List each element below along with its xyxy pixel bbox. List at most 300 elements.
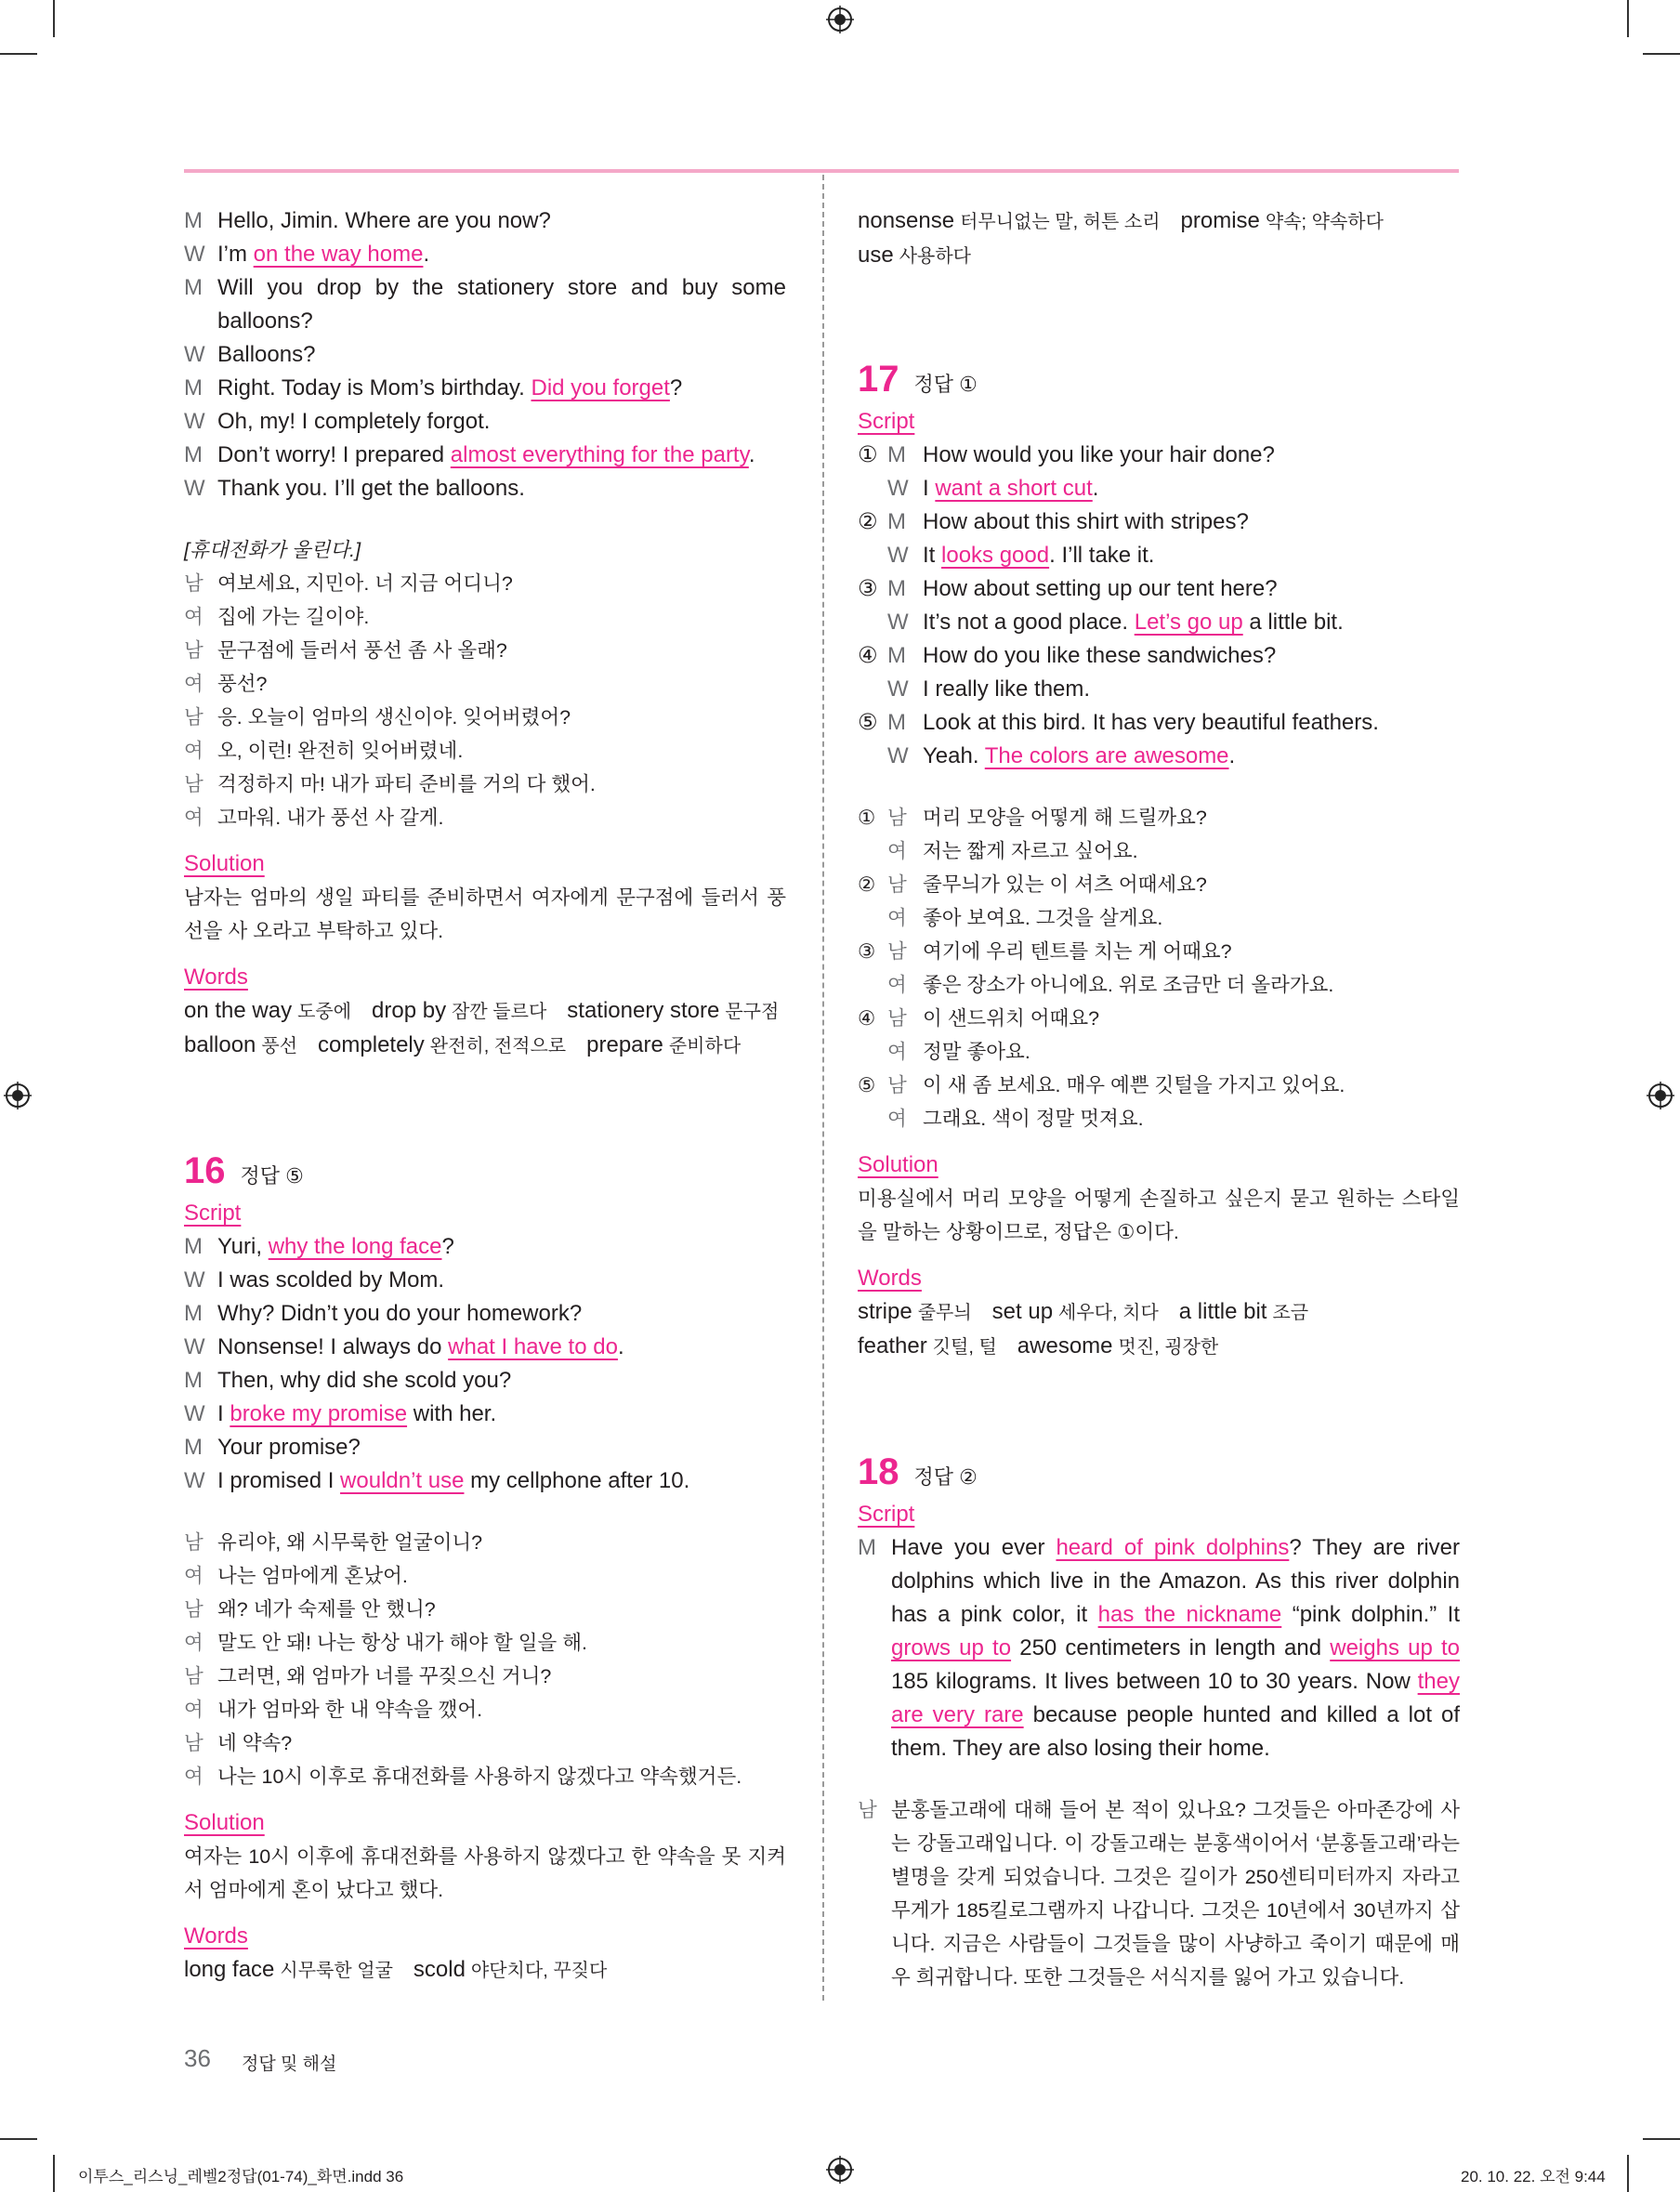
dialog-15 (184, 204, 786, 505)
answer-blank: heard of pink dolphins (1056, 1535, 1290, 1560)
word-korean: 완전히, 전적으로 (429, 1036, 567, 1057)
line-text (858, 740, 1460, 773)
korean-line (184, 567, 786, 600)
korean-line (184, 1693, 786, 1726)
line-text: 고마워. 내가 풍선 사 갈게. (217, 807, 444, 829)
dialog-line (184, 372, 786, 405)
option-line (858, 673, 1460, 706)
speaker-label: W (887, 610, 909, 635)
words-label: Words (184, 1923, 248, 1949)
speaker-label: W (184, 1267, 205, 1293)
dialog-line (184, 1230, 786, 1264)
option-line (858, 472, 1460, 505)
speaker-label: M (887, 576, 906, 601)
word-english: on the way (184, 998, 293, 1023)
words-16 (184, 1953, 786, 1988)
question-number: 18 (858, 1451, 899, 1492)
korean-line (184, 734, 786, 768)
line-text (217, 1368, 511, 1393)
option-line (858, 572, 1460, 606)
answer-label: 정답 ① (913, 373, 978, 396)
speaker-label: W (184, 1468, 205, 1493)
line-text: 나는 10시 이후로 휴대전화를 사용하지 않겠다고 약속했거든. (217, 1765, 742, 1788)
option-line (858, 1069, 1460, 1102)
solution-16: 여자는 10시 이후에 휴대전화를 사용하지 않겠다고 한 약속을 못 지켜서 엄마에게 혼이 났다고 했다. (184, 1845, 786, 1901)
option-line (858, 539, 1460, 572)
text-segment: Your promise? (217, 1435, 361, 1460)
speaker-label: 남 (184, 1598, 203, 1621)
line-text: 좋은 장소가 아니에요. 위로 조금만 더 올라가요. (923, 974, 1334, 996)
monologue-18 (858, 1531, 1460, 1765)
dialog-line (184, 1264, 786, 1297)
answer-blank: on the way home (253, 242, 424, 267)
word-korean: 준비하다 (668, 1036, 742, 1057)
option-number: ③ (858, 576, 878, 601)
text-segment: I’m (217, 242, 254, 267)
korean-text: 분홍돌고래에 대해 들어 본 적이 있나요? 그것들은 아마존강에 사는 강돌고래입니다. 이 강돌고래는 분홍색이어서 ‘분홍돌고래’라는 별명을 갖게 되었습니다. 그것은 길이가 250센티미터까지 자라고 무게가 185킬로그램까지 나갑니다. 그것은 10년에서 30년까지 삽니다. 지금은 사람들이 그것들을 많이 사냥하고 죽이기 때문에 매우 희귀합니다. 또한 그것들은 서식지를 잃어 가고 있습니다. (891, 1799, 1460, 1989)
speaker-label: W (184, 409, 205, 434)
line-text: 말도 안 돼! 나는 항상 내가 해야 할 일을 해. (217, 1632, 588, 1654)
right-column (858, 204, 1460, 1994)
page-number: 36 (184, 2044, 211, 2072)
answer-blank: they are very rare (891, 1669, 1460, 1727)
line-text (858, 639, 1460, 673)
option-line (858, 801, 1460, 834)
crop-mark (53, 2155, 55, 2192)
korean-line (184, 1526, 786, 1559)
word-english: stationery store (567, 998, 720, 1023)
text-segment: How about setting up our tent here? (923, 576, 1278, 601)
korean-translation-17 (858, 801, 1460, 1135)
line-text (217, 1435, 361, 1460)
speaker-label: M (184, 375, 203, 400)
speaker-label: W (184, 342, 205, 367)
speaker-label: M (184, 208, 203, 233)
speaker-label: M (887, 509, 906, 534)
solution-label: Solution (184, 851, 265, 876)
text-segment: 250 centimeters in length and (1011, 1635, 1331, 1660)
text-segment: a little bit. (1242, 610, 1344, 635)
answer-blank: grows up to (891, 1635, 1012, 1660)
line-text (217, 242, 429, 267)
answer-blank: wouldn’t use (340, 1468, 465, 1493)
line-text: 걱정하지 마! 내가 파티 준비를 거의 다 했어. (217, 773, 596, 795)
line-text: 여기에 우리 텐트를 치는 게 어때요? (923, 940, 1232, 963)
korean-line (184, 801, 786, 834)
text-segment: Yeah. (923, 743, 985, 768)
line-text: 왜? 네가 숙제를 안 했니? (217, 1598, 436, 1621)
script-label: Script (858, 409, 915, 434)
text-segment: Right. Today is Mom’s birthday. (217, 375, 532, 400)
option-number: ② (858, 873, 876, 896)
dialog-16 (184, 1230, 786, 1498)
text-segment: . (617, 1334, 624, 1359)
speaker-label: W (184, 1334, 205, 1359)
crop-mark (0, 2138, 37, 2140)
line-text (217, 1301, 582, 1326)
option-line (858, 968, 1460, 1002)
korean-line (184, 667, 786, 701)
word-english: completely (318, 1032, 425, 1057)
speaker-label: 남 (887, 1007, 907, 1030)
word-korean: 세우다, 치다 (1058, 1303, 1159, 1323)
speaker-label: 여 (184, 1632, 203, 1654)
speaker-label: 남 (858, 1799, 877, 1821)
text-segment: It’s not a good place. (923, 610, 1135, 635)
line-text (217, 342, 315, 367)
line-text: 정말 좋아요. (923, 1041, 1030, 1063)
text-segment: ? They are river dolphins which live in the Amazon. As this river dolphin has a pink color, it (891, 1535, 1460, 1627)
line-text (217, 476, 525, 501)
word-korean: 시무룩한 얼굴 (280, 1961, 393, 1981)
line-text: 문구점에 들러서 풍선 좀 사 올래? (217, 639, 507, 662)
speaker-label: 남 (887, 940, 907, 963)
text-segment: Then, why did she scold you? (217, 1368, 512, 1393)
speaker-label: M (184, 442, 203, 467)
speaker-label: 남 (184, 1732, 203, 1754)
answer-blank: looks good (941, 543, 1050, 568)
word-korean: 문구점 (725, 1002, 780, 1022)
word-korean: 깃털, 털 (932, 1337, 997, 1358)
speaker-label: 남 (887, 1074, 907, 1096)
answer-blank: broke my promise (230, 1401, 408, 1426)
line-text (217, 375, 682, 400)
word-english: feather (858, 1333, 927, 1359)
crop-mark (0, 53, 37, 55)
word-korean: 풍선 (261, 1036, 298, 1057)
option-line (858, 740, 1460, 773)
speaker-label: M (184, 275, 203, 300)
solution-label: Solution (858, 1152, 938, 1177)
stage-direction: [휴대전화가 울린다.] (184, 539, 361, 561)
option-line (858, 868, 1460, 901)
option-number: ⑤ (858, 710, 878, 735)
word-korean: 도중에 (297, 1002, 352, 1022)
word-korean: 조금 (1272, 1303, 1309, 1323)
word-english: scold (413, 1957, 466, 1982)
speaker-label: W (887, 743, 909, 768)
text-segment: Yuri, (217, 1234, 269, 1259)
dialog-line (184, 405, 786, 439)
crop-mark (53, 0, 55, 37)
line-text (858, 439, 1460, 472)
option-number: ③ (858, 940, 876, 963)
text-segment: I (217, 1401, 230, 1426)
speaker-label: M (184, 1234, 203, 1259)
korean-line (184, 1559, 786, 1593)
question-number: 16 (184, 1150, 226, 1191)
text-segment: Don’t worry! I prepared (217, 442, 451, 467)
words-label: Words (858, 1266, 922, 1291)
dialog-line (184, 238, 786, 271)
speaker-label: 남 (887, 807, 907, 829)
words-label: Words (184, 965, 248, 990)
text-segment: “pink dolphin.” It (1281, 1602, 1461, 1627)
word-english: use (858, 243, 894, 268)
line-text: 줄무늬가 있는 이 셔츠 어때세요? (923, 873, 1207, 896)
speaker-label: 여 (184, 1565, 203, 1587)
crop-mark (1643, 2138, 1680, 2140)
speaker-label: M (887, 643, 906, 668)
answer-label: 정답 ② (913, 1465, 978, 1489)
word-english: drop by (372, 998, 447, 1023)
text-segment: Have you ever (891, 1535, 1057, 1560)
option-number: ① (858, 442, 878, 467)
line-text: 이 새 좀 보세요. 매우 예쁜 깃털을 가지고 있어요. (923, 1074, 1345, 1096)
option-number: ④ (858, 1007, 876, 1030)
option-line (858, 706, 1460, 740)
option-line (858, 439, 1460, 472)
korean-translation-15 (184, 567, 786, 834)
speaker-label: W (887, 676, 909, 702)
word-korean: 잠깐 들르다 (452, 1002, 547, 1022)
crop-mark (1627, 2155, 1629, 2192)
answer-blank: Did you forget (531, 375, 670, 400)
line-text (858, 606, 1460, 639)
line-text: 내가 엄마와 한 내 약속을 깼어. (217, 1699, 483, 1721)
word-english: awesome (1017, 1333, 1113, 1359)
text-segment: Balloons? (217, 342, 316, 367)
korean-line (184, 634, 786, 667)
speaker-label: 남 (184, 1531, 203, 1554)
text-segment: ? (441, 1234, 454, 1259)
text-segment: How about this shirt with stripes? (923, 509, 1249, 534)
speaker-label: 여 (887, 1108, 907, 1130)
answer-blank: almost everything for the party (450, 442, 749, 467)
text-segment: How would you like your hair done? (923, 442, 1275, 467)
speaker-label: 여 (184, 1699, 203, 1721)
line-text: 이 샌드위치 어때요? (923, 1007, 1100, 1030)
word-english: nonsense (858, 208, 955, 233)
word-korean: 멋진, 굉장한 (1118, 1337, 1219, 1358)
speaker-label: 여 (887, 840, 907, 862)
option-number: ① (858, 807, 876, 829)
text-segment: . (748, 442, 755, 467)
korean-line (184, 600, 786, 634)
line-text: 응. 오늘이 엄마의 생신이야. 잊어버렸어? (217, 706, 571, 728)
words-15 (184, 994, 786, 1063)
speaker-label: M (184, 1368, 203, 1393)
word-korean: 약속; 약속하다 (1265, 212, 1384, 232)
speaker-label: 남 (184, 639, 203, 662)
text-segment: Nonsense! I always do (217, 1334, 449, 1359)
text-segment: Thank you. I’ll get the balloons. (217, 476, 525, 501)
script-label: Script (184, 1201, 242, 1226)
answer-blank: what I have to do (448, 1334, 618, 1359)
korean-translation-16 (184, 1526, 786, 1793)
line-text: 풍선? (217, 673, 268, 695)
text-segment: ? (669, 375, 683, 400)
solution-17: 미용실에서 머리 모양을 어떻게 손질하고 싶은지 묻고 원하는 스타일을 말하는 상황이므로, 정답은 ①이다. (858, 1188, 1460, 1243)
text-segment: Oh, my! I completely forgot. (217, 409, 491, 434)
word-english: prepare (586, 1032, 663, 1057)
speaker-label: W (887, 543, 909, 568)
line-text (217, 208, 551, 233)
option-line (858, 606, 1460, 639)
answer-blank: Let’s go up (1134, 610, 1243, 635)
question-header-17 (858, 353, 1460, 405)
speaker-label: 남 (184, 773, 203, 795)
speaker-label: 여 (887, 1041, 907, 1063)
option-line (858, 1035, 1460, 1069)
option-line (858, 834, 1460, 868)
answer-label: 정답 ⑤ (240, 1164, 304, 1188)
text-segment: . I’ll take it. (1049, 543, 1155, 568)
option-number: ② (858, 509, 878, 534)
dialog-line (184, 1297, 786, 1331)
line-text (858, 505, 1460, 539)
speaker-label: 여 (184, 807, 203, 829)
footer-label: 정답 및 해설 (242, 2054, 337, 2074)
text-segment: I really like them. (923, 676, 1091, 702)
option-line (858, 901, 1460, 935)
words-row (858, 239, 1460, 273)
column-divider (822, 175, 824, 2001)
word-korean: 야단치다, 꾸짖다 (470, 1961, 608, 1981)
word-korean: 사용하다 (899, 246, 971, 267)
solution-label: Solution (184, 1810, 265, 1835)
speaker-label: W (184, 1401, 205, 1426)
option-line (858, 1102, 1460, 1135)
answer-blank: The colors are awesome (984, 743, 1229, 768)
word-english: balloon (184, 1032, 256, 1057)
text-segment: . (1092, 476, 1099, 501)
korean-line (184, 1626, 786, 1660)
speaker-label: M (887, 442, 906, 467)
speaker-label: 여 (184, 1765, 203, 1788)
line-text (217, 275, 786, 334)
speaker-label: M (887, 710, 906, 735)
speaker-label: 여 (184, 673, 203, 695)
speaker-label: 여 (887, 907, 907, 929)
word-english: promise (1180, 208, 1260, 233)
text-segment: with her. (407, 1401, 497, 1426)
korean-line (184, 1760, 786, 1793)
option-line (858, 639, 1460, 673)
line-text (858, 539, 1460, 572)
words-row (858, 1330, 1460, 1364)
answer-blank: want a short cut (935, 476, 1093, 501)
answer-blank: weighs up to (1330, 1635, 1460, 1660)
dialog-line (184, 472, 786, 505)
line-text (858, 572, 1460, 606)
line-text: 여보세요, 지민아. 너 지금 어디니? (217, 572, 513, 595)
registration-mark-icon (826, 2156, 854, 2184)
option-number: ⑤ (858, 1074, 876, 1096)
text-segment: 185 kilograms. It lives between 10 to 30 years. Now (891, 1669, 1418, 1694)
line-text: 그래요. 색이 정말 멋져요. (923, 1108, 1144, 1130)
question-header-18 (858, 1446, 1460, 1498)
line-text (217, 1468, 689, 1493)
top-rule (184, 169, 1459, 173)
option-line (858, 1002, 1460, 1035)
dialog-line (184, 1464, 786, 1498)
line-text (217, 1401, 496, 1426)
line-text: 나는 엄마에게 혼났어. (217, 1565, 408, 1587)
file-slug: 이투스_리스닝_레벨2정답(01-74)_화면.indd 36 (78, 2168, 404, 2185)
speaker-label: 남 (184, 1665, 203, 1687)
line-text (217, 1234, 454, 1259)
korean-line (184, 768, 786, 801)
speaker-label: 남 (184, 706, 203, 728)
line-text: 오, 이런! 완전히 잊어버렸네. (217, 740, 464, 762)
dialog-line (184, 204, 786, 238)
question-header-16 (184, 1145, 786, 1197)
korean-line (184, 701, 786, 734)
text-segment: I was scolded by Mom. (217, 1267, 445, 1293)
korean-line (184, 1726, 786, 1760)
line-text: 그러면, 왜 엄마가 너를 꾸짖으신 거니? (217, 1665, 552, 1687)
line-text (858, 673, 1460, 706)
answer-blank: why the long face (268, 1234, 442, 1259)
dialog-line (184, 1331, 786, 1364)
dialog-line (184, 1364, 786, 1398)
line-text: 유리야, 왜 시무룩한 얼굴이니? (217, 1531, 483, 1554)
words-16-continued (858, 204, 1460, 273)
text-segment: . (423, 242, 430, 267)
words-row (858, 1295, 1460, 1330)
registration-mark-icon (4, 1082, 32, 1109)
crop-mark (1643, 53, 1680, 55)
text-segment: because people hunted and killed a lot of them. They are also losing their home. (891, 1702, 1460, 1761)
question-number: 17 (858, 359, 899, 400)
dialog-line (184, 271, 786, 338)
text-segment: my cellphone after 10. (464, 1468, 690, 1493)
dialog-line (184, 1398, 786, 1431)
line-text (217, 442, 755, 467)
line-text (217, 409, 490, 434)
line-text (217, 1267, 444, 1293)
line-text: 머리 모양을 어떻게 해 드릴까요? (923, 807, 1207, 829)
speaker-label: 여 (184, 606, 203, 628)
options-17 (858, 439, 1460, 773)
words-row (184, 994, 786, 1029)
text-segment: How do you like these sandwiches? (923, 643, 1277, 668)
words-row (184, 1029, 786, 1063)
line-text (858, 472, 1460, 505)
text-segment: I (923, 476, 936, 501)
speaker-label: M (184, 1301, 203, 1326)
text-segment: I promised I (217, 1468, 341, 1493)
speaker-label: W (887, 476, 909, 501)
answer-blank: has the nickname (1097, 1602, 1282, 1627)
speaker-label: M (858, 1535, 876, 1560)
korean-translation-18 (858, 1793, 1460, 1994)
left-column (184, 204, 786, 1988)
word-english: long face (184, 1957, 275, 1982)
text-segment: It (923, 543, 942, 568)
option-number: ④ (858, 643, 878, 668)
line-text (858, 706, 1460, 740)
line-text: 네 약속? (217, 1732, 293, 1754)
option-line (858, 505, 1460, 539)
dialog-line (184, 338, 786, 372)
korean-line (184, 1660, 786, 1693)
word-korean: 터무니없는 말, 허튼 소리 (960, 212, 1161, 232)
words-17 (858, 1295, 1460, 1364)
speaker-label: 여 (887, 974, 907, 996)
word-english: stripe (858, 1299, 912, 1324)
speaker-label: 남 (184, 572, 203, 595)
text-segment: Hello, Jimin. Where are you now? (217, 208, 551, 233)
text-segment: Will you drop by the stationery store and buy some balloons? (217, 275, 786, 334)
line-text: 저는 짧게 자르고 싶어요. (923, 840, 1138, 862)
dialog-line (184, 439, 786, 472)
text-segment: . (1228, 743, 1236, 768)
speaker-label: W (184, 242, 205, 267)
solution-15: 남자는 엄마의 생일 파티를 준비하면서 여자에게 문구점에 들러서 풍선을 사 오라고 부탁하고 있다. (184, 886, 786, 942)
date-slug: 20. 10. 22. 오전 9:44 (1461, 2168, 1606, 2185)
